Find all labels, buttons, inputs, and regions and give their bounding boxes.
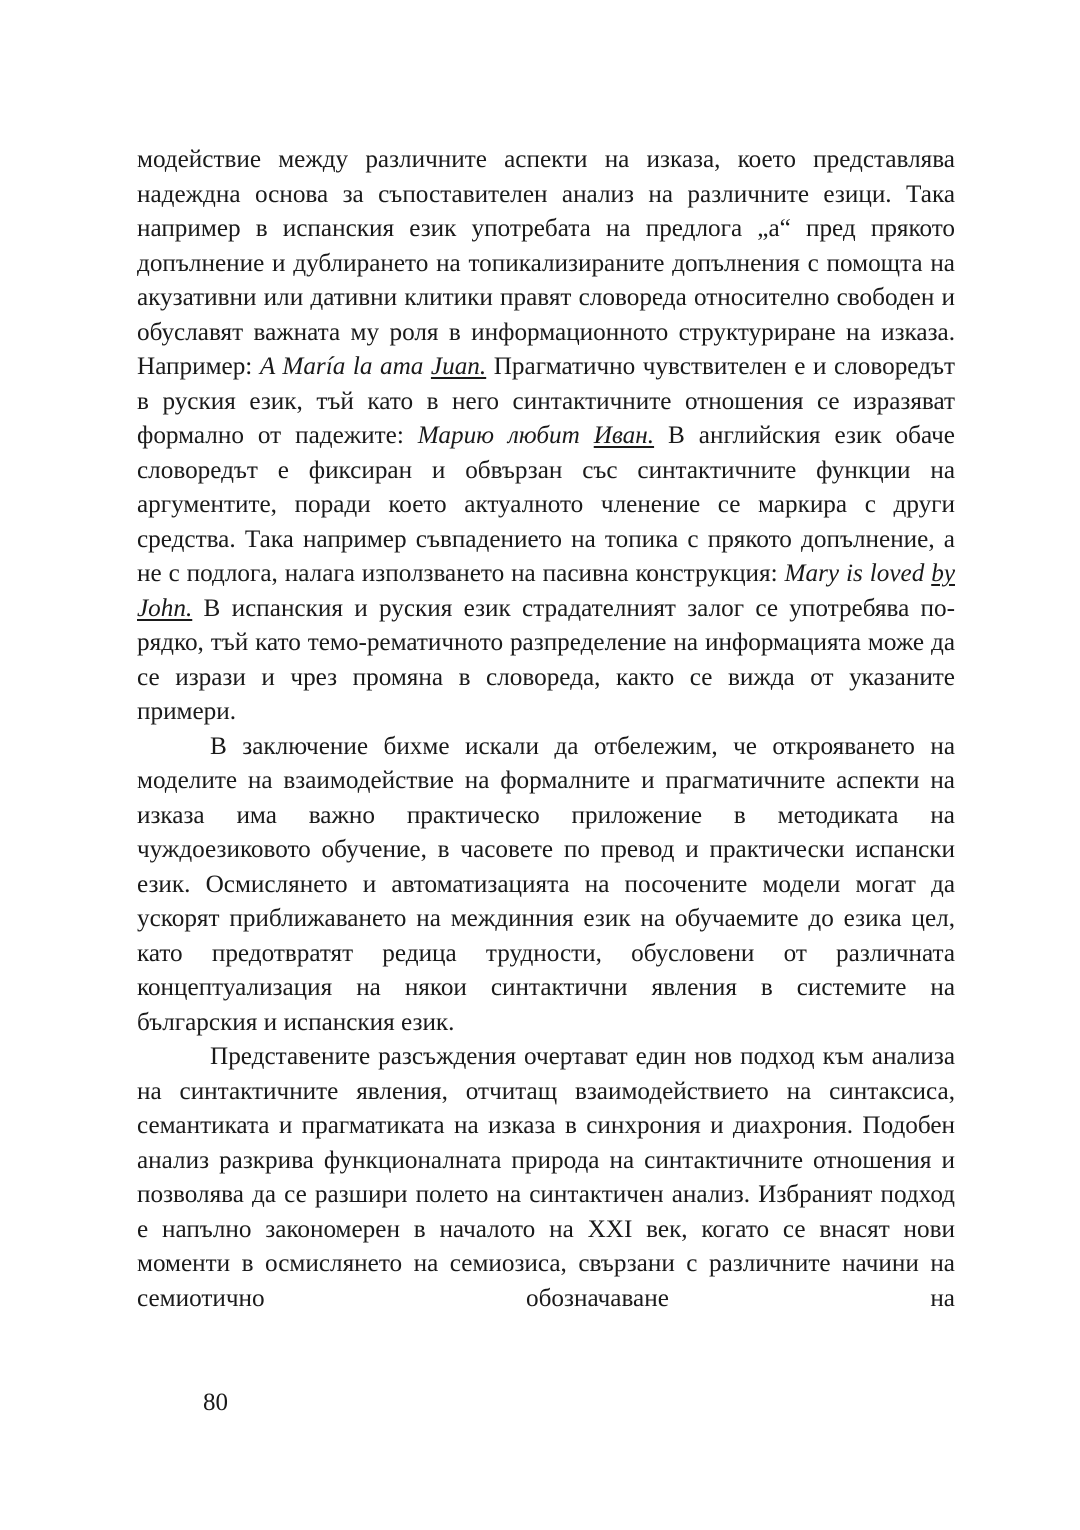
paragraph-2: В заключение бихме искали да отбележим, че открояването на моделите на взаимодействие на формалните и прагматичните аспекти на изказа има важно практическо приложение в методиката на чуждоезиковото обучение, в часовете по превод и практически испански език. Осмислянето и автоматизацията на посочените модели могат да ускорят приближаването на междинния език на обучаемите до езика цел, като предотвратят редица трудности, обусловени от различната концептуализация на някои синтактични явления в системите на българския и испанския език. bbox=[137, 732, 955, 1036]
paragraph-1-text-b: Прагматично чувствителен е и словоредът в руския език, тъй като в него синтактичните отношения се изразяват формално от падежите: bbox=[137, 353, 955, 449]
page-number: 80 bbox=[203, 1389, 228, 1416]
paragraph-3: Представените разсъждения очертават един нов подход към анализа на синтактичните явления, отчитащ взаимодействието на синтаксиса, семантиката и прагматиката на изказа в синхрония и диахрония. Подобен анализ разкрива функционалната природа на синтактичните отношения и позволява да се разшири полето на синтактичен анализ. Избраният подход е напълно закономерен в началото на XXI век, когато се внасят нови моменти в осмислянето на семиозиса, свързани с различните начини на семиотично обозначаване на bbox=[137, 1043, 955, 1312]
paragraph-1-text-d: В испанския и руския език страдателният залог се употребява по-рядко, тъй като темо-рематичното разпределение на информацията може да се изрази и чрез промяна в словореда, както се вижда от указаните примери. bbox=[137, 594, 955, 725]
example-russian: Марию любит Иван. bbox=[417, 422, 655, 449]
example-english-focus: by John. bbox=[137, 560, 955, 622]
paragraph-1-text-c: В английския език обаче словоредът е фиксиран и обвързан със синтактичните функции на аргументите, поради което актуалното членение се маркира с други средства. Така например съвпадението на топика с прякото допълнение, а не с подлога, налага използването на пасивна конструкция: bbox=[137, 422, 955, 587]
example-spanish: A María la ama Juan. bbox=[259, 353, 487, 380]
example-spanish-focus: Juan. bbox=[430, 353, 487, 380]
example-russian-focus: Иван. bbox=[593, 422, 655, 449]
paragraph-1 bbox=[137, 143, 955, 730]
paragraph-1-text-a: модействие между различните аспекти на изказа, което представлява надеждна основа за съпоставителен анализ на различните езици. Така например в испанския език употребата на предлога „а“ пред прякото допълнение и дублирането на топикализираните допълнения с помощта на акузативни или дативни клитики правят словореда относително свободен и обуславят важната му роля в информационното структуриране на изказа. Например: bbox=[137, 146, 955, 380]
body-text bbox=[137, 143, 955, 1316]
example-english: Mary is loved by John. bbox=[137, 560, 955, 622]
